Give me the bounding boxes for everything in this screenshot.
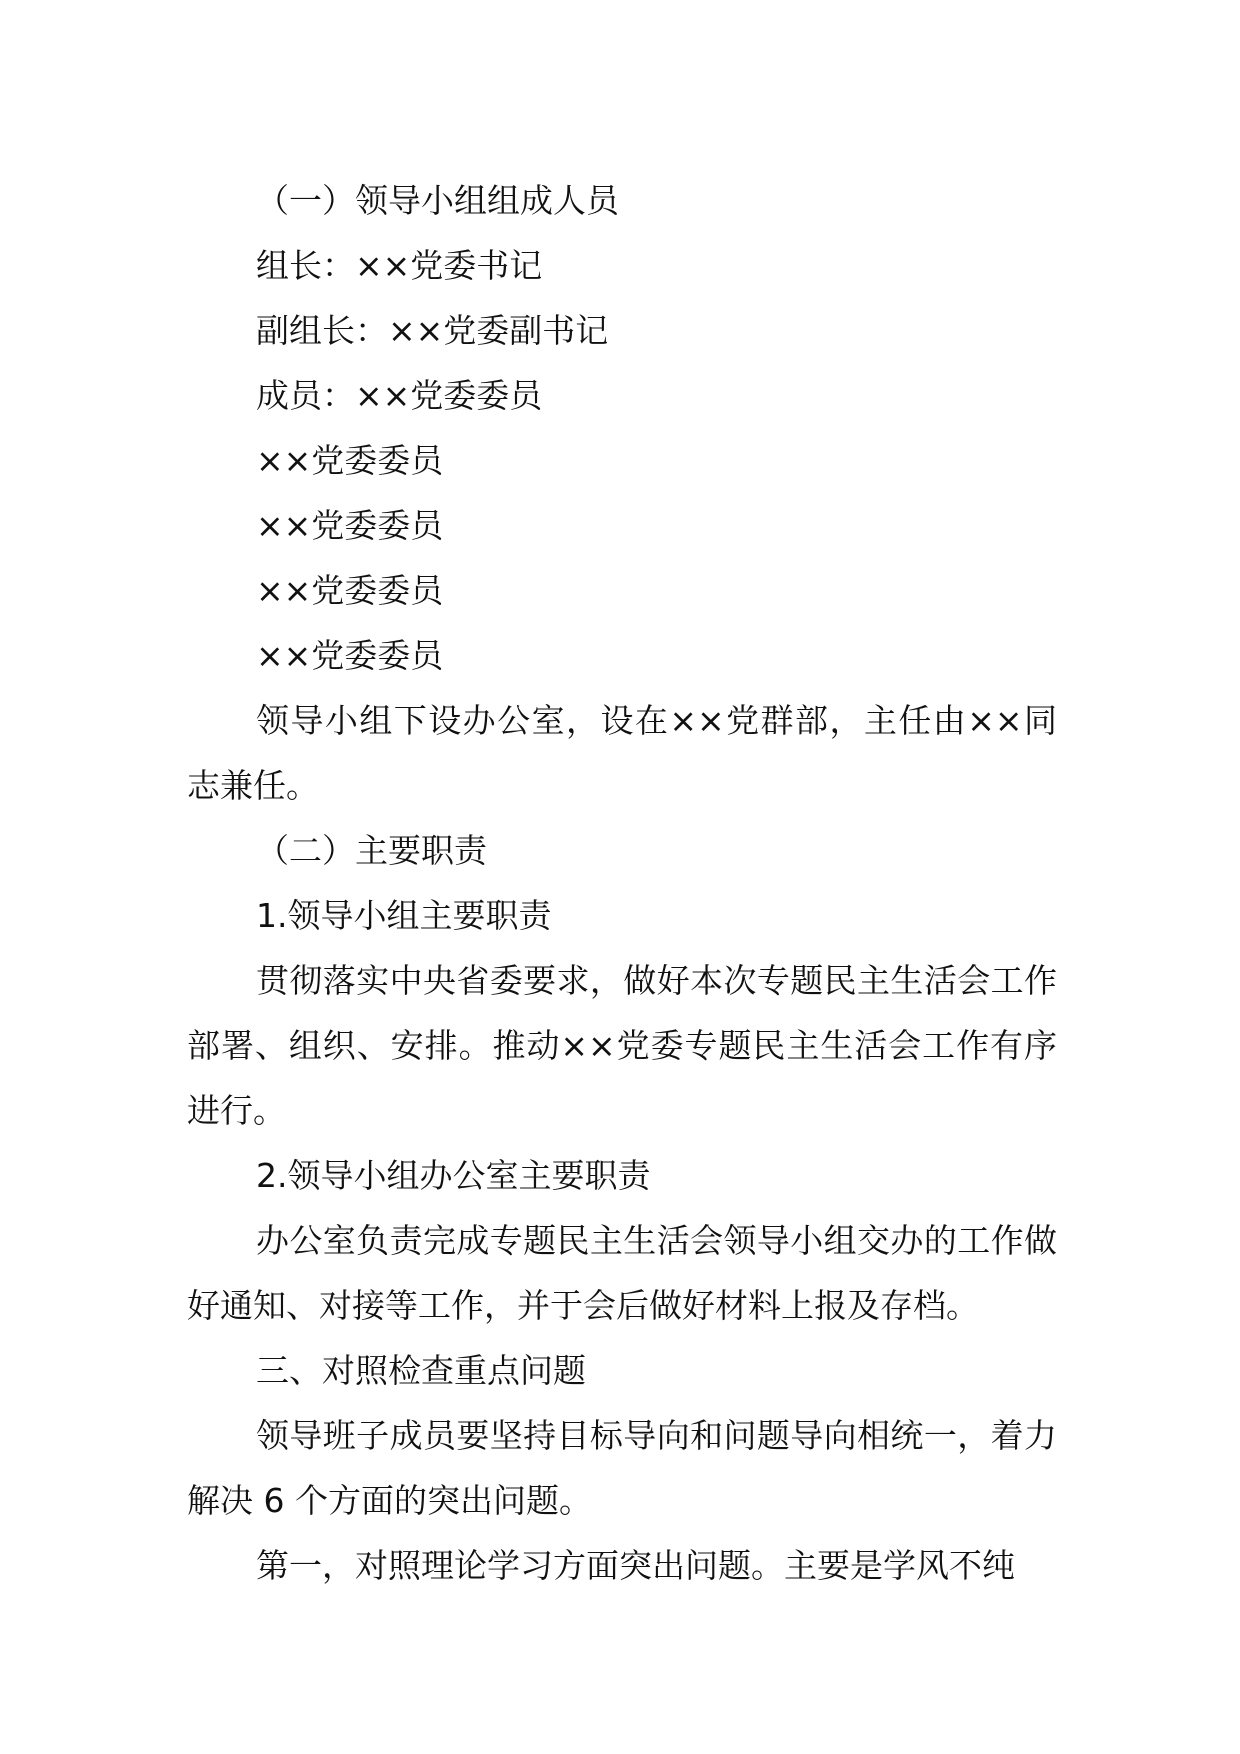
duty2-heading: 2.领导小组办公室主要职责 bbox=[256, 1156, 651, 1195]
member-line: ××党委委员 bbox=[256, 571, 444, 610]
duty2-paragraph: 办公室负责完成专题民主生活会领导小组交办的工作做好通知、对接等工作，并于会后做好材料上报及存档。 bbox=[187, 1221, 1057, 1325]
member-line: ××党委委员 bbox=[256, 506, 444, 545]
first-issue-paragraph: 第一，对照理论学习方面突出问题。主要是学风不纯 bbox=[256, 1546, 1015, 1585]
member-line: 成员：××党委委员 bbox=[256, 376, 543, 415]
section3-paragraph: 领导班子成员要坚持目标导向和问题导向相统一，着力解决 6 个方面的突出问题。 bbox=[187, 1416, 1057, 1520]
deputy-leader-line: 副组长：××党委副书记 bbox=[256, 311, 609, 350]
leader-line: 组长：××党委书记 bbox=[256, 246, 543, 285]
member-line: ××党委委员 bbox=[256, 441, 444, 480]
office-setup-paragraph: 领导小组下设办公室，设在××党群部，主任由××同志兼任。 bbox=[187, 701, 1057, 805]
document-body bbox=[187, 168, 1057, 1598]
section3-heading: 三、对照检查重点问题 bbox=[256, 1351, 586, 1390]
heading-duties: （二）主要职责 bbox=[256, 831, 487, 870]
duty1-paragraph: 贯彻落实中央省委要求，做好本次专题民主生活会工作部署、组织、安排。推动××党委专题民主生活会工作有序进行。 bbox=[187, 961, 1057, 1130]
heading-leader-group: （一）领导小组组成人员 bbox=[256, 181, 619, 220]
member-line: ××党委委员 bbox=[256, 636, 444, 675]
duty1-heading: 1.领导小组主要职责 bbox=[256, 896, 552, 935]
